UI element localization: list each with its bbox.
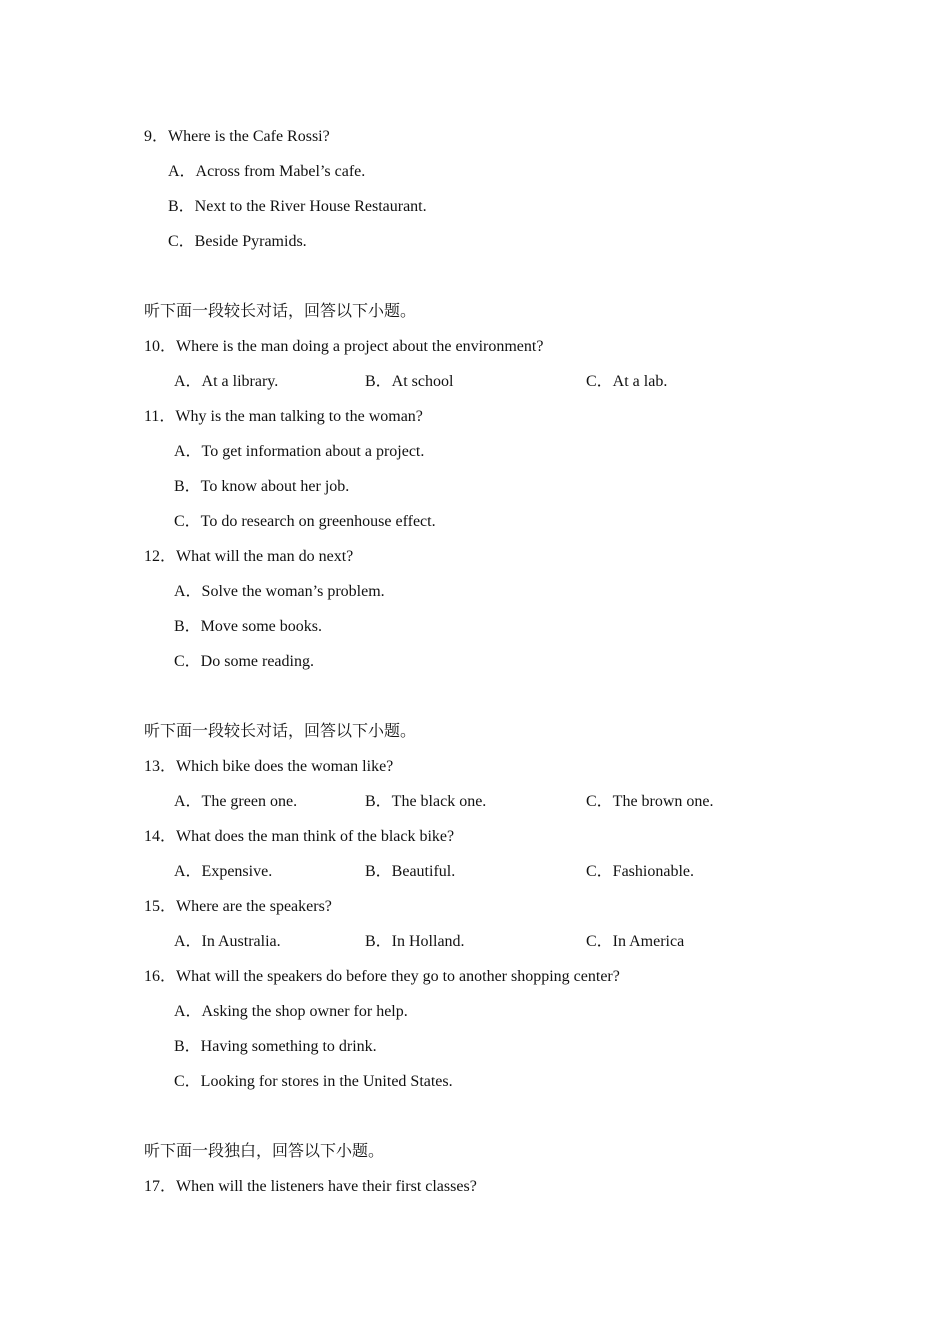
question-11-option-b: B．To know about her job. [174, 478, 350, 495]
question-9-option-a: A．Across from Mabel’s cafe. [168, 163, 366, 180]
question-14-option-a: A．Expensive. [174, 863, 273, 880]
section-header-1: 听下面一段较长对话，回答以下小题。 [144, 303, 417, 320]
question-9-option-b: B．Next to the River House Restaurant. [168, 198, 427, 215]
question-13-option-a: A．The green one. [174, 793, 298, 810]
question-12-option-b: B．Move some books. [174, 618, 323, 635]
question-13-option-c: C．The brown one. [586, 793, 714, 810]
question-14-option-c: C．Fashionable. [586, 863, 694, 880]
question-13-stem: 13．Which bike does the woman like? [144, 758, 394, 775]
question-12-option-a: A．Solve the woman’s problem. [174, 583, 385, 600]
question-16-option-a: A．Asking the shop owner for help. [174, 1003, 408, 1020]
question-12-option-c: C．Do some reading. [174, 653, 314, 670]
section-header-3: 听下面一段独白，回答以下小题。 [144, 1143, 385, 1160]
question-12-stem: 12．What will the man do next? [144, 548, 354, 565]
question-10-option-c: C．At a lab. [586, 373, 668, 390]
question-9-option-c: C．Beside Pyramids. [168, 233, 307, 250]
question-15-stem: 15．Where are the speakers? [144, 898, 332, 915]
question-15-option-c: C．In America [586, 933, 685, 950]
question-16-stem: 16．What will the speakers do before they go to another shopping center? [144, 968, 620, 985]
question-11-option-c: C．To do research on greenhouse effect. [174, 513, 436, 530]
question-11-option-a: A．To get information about a project. [174, 443, 425, 460]
question-13-option-b: B．The black one. [365, 793, 487, 810]
question-10-stem: 10．Where is the man doing a project about the environment? [144, 338, 544, 355]
question-15-option-a: A．In Australia. [174, 933, 281, 950]
question-14-stem: 14．What does the man think of the black bike? [144, 828, 455, 845]
question-9-stem: 9．Where is the Cafe Rossi? [144, 128, 330, 145]
question-17-stem: 17．When will the listeners have their first classes? [144, 1178, 477, 1195]
section-header-2: 听下面一段较长对话，回答以下小题。 [144, 723, 417, 740]
question-15-option-b: B．In Holland. [365, 933, 465, 950]
question-11-stem: 11．Why is the man talking to the woman? [144, 408, 423, 425]
question-14-option-b: B．Beautiful. [365, 863, 456, 880]
question-16-option-c: C．Looking for stores in the United States. [174, 1073, 453, 1090]
question-16-option-b: B．Having something to drink. [174, 1038, 377, 1055]
question-10-option-b: B．At school [365, 373, 454, 390]
question-10-option-a: A．At a library. [174, 373, 279, 390]
